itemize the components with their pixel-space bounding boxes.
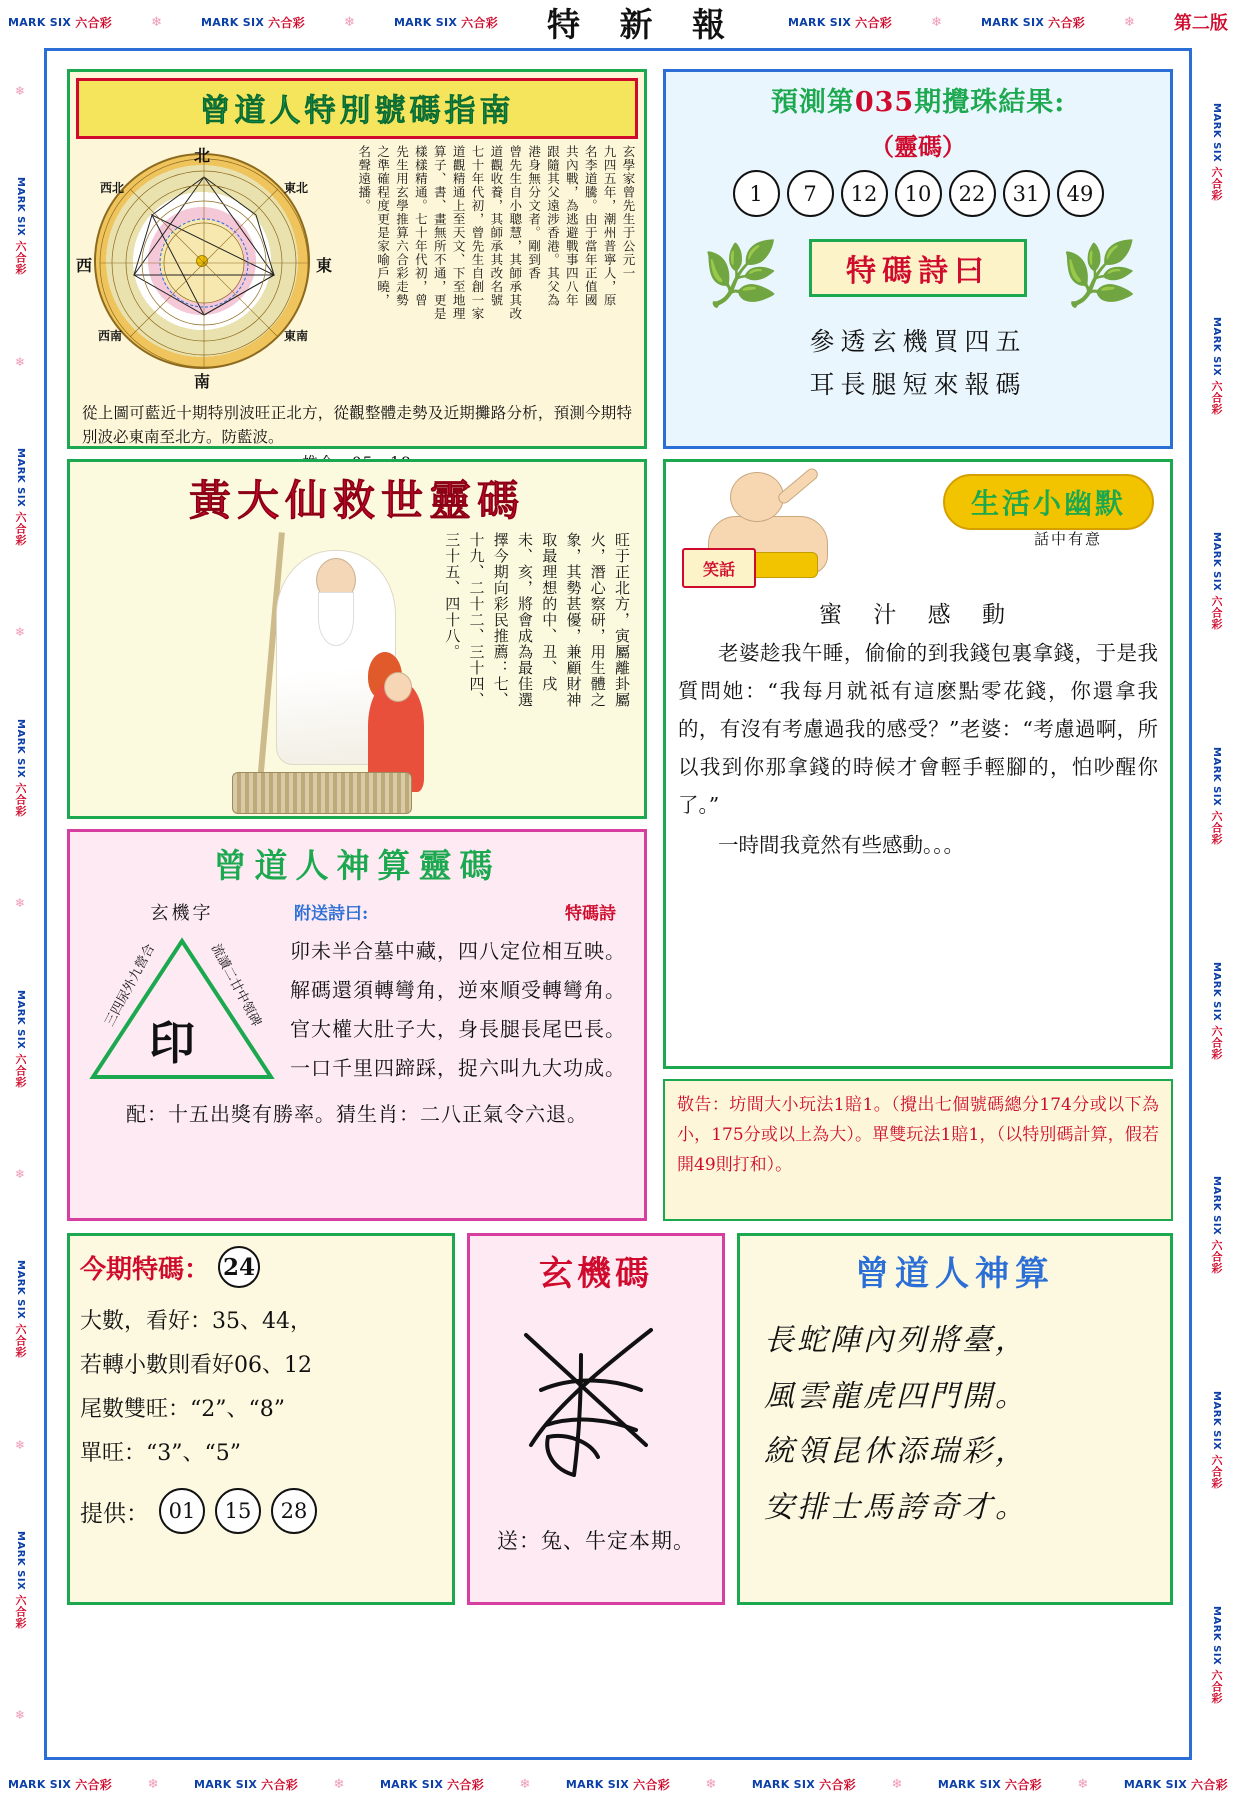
wong-title: 黃大仙救世靈碼 (188, 476, 525, 525)
panel-current-special-number (67, 1233, 455, 1605)
current-line: 大數，看好：35、44， (80, 1309, 312, 1334)
mark-six-label-cn: 六合彩 (1210, 165, 1223, 201)
flower-icon: ❄ (14, 83, 26, 98)
mark-six-label-cn: 六合彩 (1191, 1777, 1228, 1792)
provide-number: 15 (215, 1488, 261, 1534)
mark-six-label-en: MARK SIX (1211, 1391, 1222, 1451)
special-poem-label: 特碼詩 (565, 904, 616, 924)
flower-icon: ❄ (14, 1708, 26, 1723)
guide-column: 先生用玄學推算六合彩走勢 (394, 145, 410, 307)
panel-shensuan-poem (737, 1233, 1173, 1605)
compass-ring-ticks-icon (96, 155, 312, 371)
guide-column: 名聲遠播。 (356, 145, 372, 213)
forecast-ball: 12 (841, 170, 888, 217)
mark-six-label-en: MARK SIX (15, 448, 26, 508)
shensuan-poem-line: 官大權大肚子大，身長腿長尾巴長。 (290, 1017, 626, 1041)
flower-icon: ❄ (705, 1776, 717, 1792)
mark-six-label-en: MARK SIX (787, 15, 852, 29)
flower-icon: ❄ (344, 14, 355, 30)
mark-six-label-en: MARK SIX (1211, 532, 1222, 592)
mark-six-logo (12, 990, 28, 1088)
guide-footnote: 從上圖可藍近十期特別波旺正北方，從觀整體走勢及近期攤路分析，預測今期特別波必東南至北方。防藍波。 (82, 404, 632, 447)
mark-six-label-cn: 六合彩 (14, 782, 27, 817)
mark-six-logo (1208, 317, 1224, 415)
mark-six-label-en: MARK SIX (1211, 317, 1222, 377)
humor-subtitle: 話中有意 (1033, 530, 1102, 548)
mark-six-label-en: MARK SIX (1211, 1605, 1222, 1666)
mark-six-label-en: MARK SIX (15, 177, 26, 237)
mark-six-logo (981, 14, 1085, 31)
xuanji-word-label: 玄機字 (150, 903, 214, 924)
provide-number: 28 (271, 1488, 317, 1534)
mark-six-logo (1124, 1776, 1228, 1793)
mark-six-label-cn: 六合彩 (447, 1777, 485, 1792)
xuanji-code-title: 玄機碼 (539, 1254, 653, 1294)
mark-six-label-cn: 六合彩 (1210, 595, 1223, 630)
shensuan2-poem-line: 安排士馬誇奇才。 (764, 1489, 1028, 1525)
mark-six-label-en: MARK SIX (15, 1260, 26, 1320)
forecast-poem-banner (698, 231, 1138, 310)
shensuan-title: 曾道人神算靈碼 (213, 846, 501, 885)
current-line: 若轉小數則看好06、12 (80, 1353, 312, 1378)
shensuan-poem-line: 一口千里四蹄踩，捉六叫九大功成。 (290, 1056, 626, 1080)
guide-column: 名李道騰。由于當年正值國 (583, 145, 599, 307)
wong-columns (442, 532, 638, 814)
mark-six-logo (788, 14, 892, 31)
compass-label-west: 西 (76, 256, 93, 275)
mark-six-logo (1208, 103, 1224, 201)
attached-poem-label: 附送詩曰: (294, 904, 369, 924)
shensuan-poem-line: 卯未半合墓中藏，四八定位相互映。 (290, 939, 626, 963)
mark-six-logo (12, 448, 28, 546)
mark-six-label-cn: 六合彩 (75, 1777, 113, 1792)
mark-six-label-en: MARK SIX (393, 15, 458, 29)
forecast-subtitle: （靈碼） (870, 132, 966, 161)
flower-icon: ❄ (1077, 1776, 1089, 1792)
mark-six-label-cn: 六合彩 (14, 240, 27, 275)
wong-column: 象，其勢甚優，兼顧財神 (564, 532, 583, 708)
mark-six-label-cn: 六合彩 (75, 15, 113, 30)
mark-six-label-en: MARK SIX (15, 718, 26, 779)
laurel-right-icon: 🌿 (1060, 237, 1134, 310)
mark-six-label-en: MARK SIX (15, 989, 26, 1049)
flower-icon: ❄ (1124, 14, 1135, 30)
wong-column: 火，潛心察研，用生體之 (588, 532, 607, 708)
mark-six-label-en: MARK SIX (200, 15, 265, 29)
mark-six-label-en: MARK SIX (937, 1777, 1002, 1791)
forecast-ball: 31 (1003, 170, 1050, 217)
mark-six-logo (12, 177, 28, 275)
forecast-head-prefix: 預測第 (770, 87, 855, 118)
compass-label-northeast: 東北 (284, 181, 309, 195)
mark-six-label-en: MARK SIX (8, 15, 72, 29)
panel-shensuan-lingma (67, 829, 647, 1221)
xuanji-code-footer: 送：兔、牛定本期。 (497, 1529, 695, 1553)
current-title: 今期特碼： (80, 1254, 211, 1285)
mark-six-logo (1208, 1391, 1224, 1489)
mark-six-label-en: MARK SIX (379, 1777, 444, 1791)
joke-card-label: 笑話 (682, 548, 756, 588)
mark-six-logo (201, 14, 305, 31)
mark-six-label-cn: 六合彩 (1210, 380, 1223, 415)
guide-column: 之準確程度更是家喻戶曉， (375, 145, 391, 307)
mark-six-logo (1208, 1176, 1224, 1274)
triangle-diagram (87, 935, 277, 1083)
mark-six-label-cn: 六合彩 (1005, 1777, 1042, 1792)
shensuan2-poem-line: 統領昆休添瑞彩， (764, 1434, 1028, 1469)
mark-six-label-en: MARK SIX (1211, 1176, 1222, 1236)
mark-six-label-cn: 六合彩 (14, 1594, 27, 1629)
guide-column: 樣樣精通。七十年代初，曾 (413, 145, 429, 307)
shensuan-poem-line: 解碼還須轉彎角，逆來順受轉彎角。 (290, 978, 626, 1002)
forecast-poem-line: 耳長腿短來報碼 (809, 369, 1027, 399)
mark-six-label-cn: 六合彩 (14, 1323, 27, 1358)
shensuan2-poem-line: 風雲龍虎四門開。 (764, 1378, 1028, 1414)
panel-xuanji-code (467, 1233, 725, 1605)
side-band-right (1196, 44, 1236, 1762)
mark-six-label-en: MARK SIX (751, 1777, 816, 1791)
mark-six-label-cn: 六合彩 (268, 15, 306, 30)
compass-diagram (76, 145, 333, 397)
mark-six-logo (8, 1776, 112, 1793)
cartoon-shorts (748, 552, 818, 578)
cartoon-head-icon (730, 472, 784, 522)
panel-wong-tai-sin (67, 459, 647, 819)
seal-character: 印 (149, 1016, 195, 1070)
triangle-left-text: 三四尿外九營合 (102, 941, 159, 1030)
forecast-ball: 1 (733, 170, 780, 217)
compass-label-northwest: 西北 (100, 181, 125, 195)
wong-column: 三十五、四十八。 (443, 532, 462, 660)
guide-column: 跟隨其父遠涉香港。其父為 (545, 145, 561, 307)
forecast-banner-label: 特碼詩曰 (809, 239, 1027, 297)
forecast-ball: 49 (1057, 170, 1104, 217)
cartoon-arm (776, 466, 820, 506)
handwritten-scribble-icon (486, 1295, 706, 1515)
laurel-left-icon: 🌿 (702, 237, 776, 310)
mark-six-label-en: MARK SIX (980, 15, 1045, 29)
provide-label: 提供： (80, 1500, 149, 1527)
humor-story-title: 蜜 汁 感 動 (819, 602, 1017, 628)
mark-six-logo (380, 1776, 484, 1793)
mark-six-label-en: MARK SIX (1211, 961, 1222, 1021)
guide-column: 曾先生自小聰慧，其師承其改 (507, 145, 523, 321)
forecast-poem (674, 321, 1162, 406)
mark-six-label-cn: 六合彩 (1210, 1669, 1223, 1704)
guide-column: 道觀精通上至天文、下至地理 (451, 145, 467, 321)
mark-six-logo (1208, 962, 1224, 1060)
edition-label: 第二版 (1173, 13, 1228, 34)
side-band-left (0, 44, 40, 1762)
wong-column: 取最理想的中、丑、戌 (540, 532, 559, 692)
triangle-right-text: 流讀二廿中領碑 (207, 941, 264, 1030)
shensuan2-poem (750, 1313, 1160, 1535)
mark-six-label-cn: 六合彩 (1048, 15, 1086, 30)
mark-six-label-en: MARK SIX (15, 1531, 26, 1591)
provide-number: 01 (159, 1488, 205, 1534)
guide-biography-columns (326, 145, 638, 397)
compass-label-southwest: 西南 (98, 329, 123, 343)
forecast-ball: 10 (895, 170, 942, 217)
forecast-ball-list (674, 170, 1162, 217)
flower-icon: ❄ (14, 625, 26, 640)
humor-title-pill: 生活小幽默 (943, 474, 1154, 530)
wong-column: 擇今期向彩民推薦：七、 (491, 532, 510, 708)
compass-label-south: 南 (194, 372, 211, 391)
shensuan2-title: 曾道人神算 (855, 1254, 1055, 1294)
mark-six-label-cn: 六合彩 (14, 1052, 27, 1088)
humor-paragraph: 老婆趁我午睡，偷偷的到我錢包裏拿錢，于是我質問她：“我每月就祗有這麽點零花錢，你還拿我的，有沒有考慮過我的感受？”老婆：“考慮過啊，所以我到你那拿錢的時候才會輕手輕腳的，怕吵醒你了。” (678, 641, 1158, 817)
guide-column: 道觀收養，其師承其改名號 (488, 145, 504, 307)
shensuan-poem (290, 932, 636, 1088)
mark-six-label-cn: 六合彩 (1210, 1239, 1223, 1274)
mark-six-logo (1208, 747, 1224, 845)
current-main-number: 24 (218, 1246, 260, 1288)
shensuan2-poem-line: 長蛇陣內列將臺， (764, 1323, 1028, 1358)
cartoon-man-illustration (678, 470, 868, 590)
mark-six-label-cn: 六合彩 (261, 1777, 299, 1792)
guide-column: 港身無分文者。剛到香 (526, 145, 542, 280)
mark-six-logo (12, 1260, 28, 1358)
compass-label-east: 東 (316, 256, 333, 275)
mark-six-label-cn: 六合彩 (819, 1777, 856, 1792)
immortal-illustration (76, 532, 442, 814)
mark-six-label-cn: 六合彩 (461, 15, 499, 30)
flower-icon: ❄ (14, 896, 26, 910)
mark-six-label-en: MARK SIX (8, 1777, 72, 1791)
mark-six-label-cn: 六合彩 (855, 15, 893, 30)
flower-icon: ❄ (333, 1776, 345, 1792)
masthead-band-bottom (0, 1762, 1236, 1806)
mark-six-label-en: MARK SIX (1123, 1777, 1187, 1791)
flower-icon: ❄ (14, 354, 26, 369)
flower-icon: ❄ (14, 1437, 26, 1452)
notice-text: 敬告：坊間大小玩法1賠1。（攪出七個號碼總分174分或以下為小，175分或以上為大）。單雙玩法1賠1，（以特別碼計算，假若開49則打和）。 (677, 1095, 1159, 1175)
humor-paragraph: 一時間我竟然有些感動。。。 (718, 832, 964, 857)
flower-icon: ❄ (147, 1776, 159, 1792)
mark-six-label-cn: 六合彩 (1210, 810, 1223, 845)
beard-shape (318, 592, 354, 646)
guide-column: 七十年代初，曾先生自創一家 (470, 145, 485, 321)
shensuan-footer: 配：十五出獎有勝率。猜生肖：二八正氣令六退。 (126, 1102, 588, 1126)
mark-six-label-cn: 六合彩 (1210, 1024, 1223, 1060)
panel-special-number-guide (67, 69, 647, 449)
panel-forecast-result (663, 69, 1173, 449)
mark-six-label-en: MARK SIX (193, 1777, 258, 1791)
flower-icon: ❄ (151, 14, 162, 30)
guide-column: 九四五年，潮州普寧人，原 (602, 145, 618, 307)
panel-notice (663, 1079, 1173, 1221)
compass-label-north: 北 (194, 146, 211, 165)
wong-column: 旺于正北方，寅屬離卦屬 (613, 532, 631, 708)
mark-six-label-en: MARK SIX (1211, 102, 1222, 162)
flower-icon: ❄ (891, 1776, 903, 1792)
flower-icon: ❄ (14, 1166, 26, 1181)
mark-six-logo (194, 1776, 298, 1793)
mark-six-logo (394, 14, 498, 31)
child-head-icon (384, 672, 412, 702)
guide-column: 共內戰，為逃避戰事四八年 (564, 145, 580, 307)
mark-six-label-en: MARK SIX (1211, 746, 1222, 807)
wong-column: 十九、二十二、三十四、 (467, 532, 486, 708)
flower-icon: ❄ (519, 1776, 531, 1792)
mark-six-logo (566, 1776, 670, 1793)
mark-six-logo (1208, 532, 1224, 630)
mark-six-label-en: MARK SIX (565, 1777, 630, 1791)
forecast-ball: 22 (949, 170, 996, 217)
forecast-issue-number: 035 (854, 87, 915, 118)
forecast-poem-line: 參透玄機買四五 (809, 327, 1027, 356)
forecast-ball: 7 (787, 170, 834, 217)
mark-six-logo (752, 1776, 856, 1793)
mark-six-logo (1208, 1606, 1224, 1704)
forecast-head-suffix: 期攪珠結果: (914, 87, 1066, 118)
mark-six-label-cn: 六合彩 (14, 511, 27, 546)
mark-six-label-cn: 六合彩 (1210, 1454, 1223, 1489)
guide-title: 曾道人特別號碼指南 (76, 78, 638, 139)
mark-six-logo (8, 14, 112, 31)
mark-six-label-cn: 六合彩 (633, 1777, 670, 1792)
wong-column: 未、亥，將會成為最佳選 (516, 532, 534, 708)
compass-label-southeast: 東南 (284, 329, 309, 343)
forecast-heading (674, 80, 1162, 119)
content-frame (44, 48, 1192, 1760)
current-line: 單旺：“3”、“5” (80, 1441, 241, 1466)
basket-icon (232, 772, 412, 814)
mark-six-logo (12, 1531, 28, 1629)
flower-icon: ❄ (931, 14, 942, 30)
guide-column: 玄學家曾先生于公元一 (621, 145, 636, 280)
page-title: 特 新 報 (547, 4, 739, 44)
guide-column: 算子、書、畫無所不通，更是 (432, 145, 448, 321)
masthead-band-top (0, 0, 1236, 44)
current-line: 尾數雙旺：“2”、“8” (80, 1397, 285, 1422)
mark-six-logo (12, 719, 28, 817)
mark-six-logo (938, 1776, 1042, 1793)
panel-life-humor (663, 459, 1173, 1069)
